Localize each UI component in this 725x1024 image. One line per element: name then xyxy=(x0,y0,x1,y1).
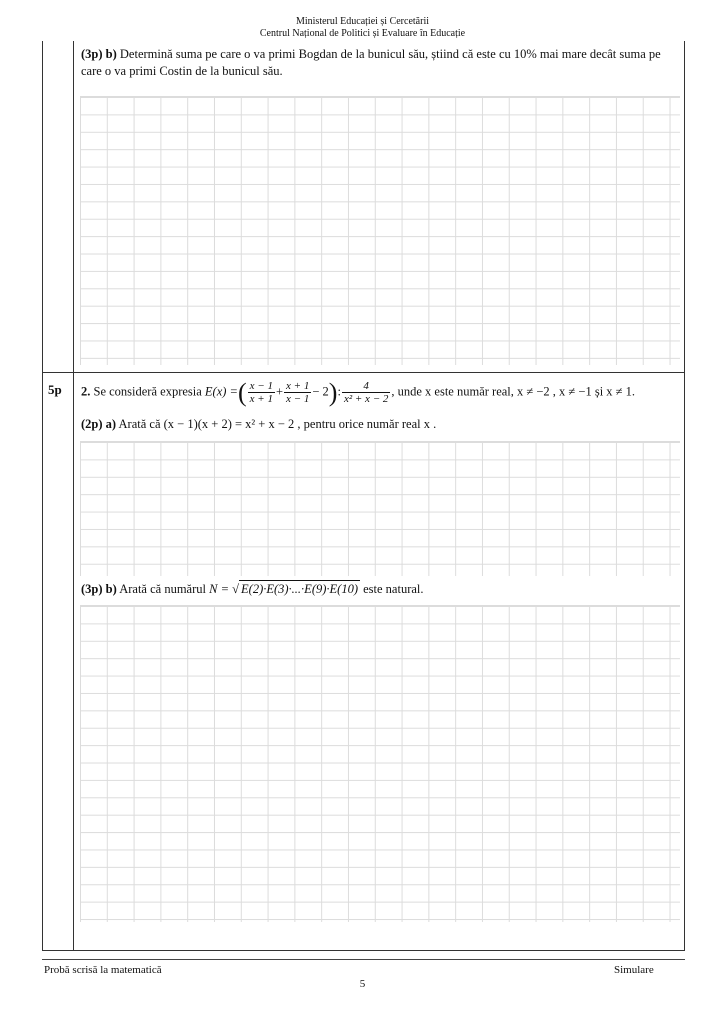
paren-close: ) xyxy=(328,378,338,407)
problem-2-number: 2. xyxy=(81,384,91,399)
fraction-3 xyxy=(342,380,390,405)
paren-open: ( xyxy=(238,378,247,407)
footer-left: Probă scrisă la matematică xyxy=(44,964,162,976)
problem-2-statement: 2. Se consideră expresia E(x) =( $\frac{x - 1}{x + 1}$ + $\frac{x + 1}{x - 1}$ − 2): $\frac{4}{\text{x² + x − 2}}$ , unde x este număr real, x ≠ −2 , x ≠ −1 și x ≠ 1. xyxy=(81,380,681,405)
footer-divider xyxy=(42,959,685,960)
fraction-2-denominator: x − 1 xyxy=(286,393,310,405)
sqrt-radicand: E(2)·E(3)·...·E(9)·E(10) xyxy=(241,582,358,596)
points-column-divider xyxy=(73,41,74,951)
n-lhs: N = xyxy=(209,582,230,596)
problem-2-points: 5p xyxy=(48,382,62,397)
problem-1b-marker: (3p) b) xyxy=(81,47,117,61)
problem-2a-statement xyxy=(81,416,436,433)
problem-2-intro: Se consideră expresia xyxy=(93,384,202,399)
fraction-1-denominator: x + 1 xyxy=(249,393,273,405)
answer-grid-2a xyxy=(80,441,680,576)
division-colon: : xyxy=(337,384,341,399)
fraction-3-denominator: x² + x − 2 xyxy=(343,393,389,405)
fraction-2 xyxy=(284,380,311,405)
problem-1b-statement xyxy=(81,46,681,80)
page-number: 5 xyxy=(359,978,366,990)
fraction-1-numerator: x − 1 xyxy=(249,380,273,392)
fraction-2-numerator: x + 1 xyxy=(286,380,310,392)
problem-row-divider xyxy=(42,372,685,373)
problem-2b-post: este natural. xyxy=(363,582,424,596)
fraction-3-numerator: 4 xyxy=(342,380,390,393)
expression-lhs: E(x) = xyxy=(204,384,238,399)
answer-grid-1b xyxy=(80,96,680,365)
footer-right: Simulare xyxy=(614,964,654,976)
domain-condition: , unde x este număr real, x ≠ −2 , x ≠ −1 și x ≠ 1. xyxy=(391,384,636,399)
sqrt-sign: √ xyxy=(232,582,240,596)
problem-2b-statement xyxy=(81,580,424,598)
answer-grid-2b xyxy=(80,605,680,922)
problem-1b-text: Determină suma pe care o va primi Bogdan de la bunicul său, știind că este cu 10% mai mare decât suma pe care o va primi Costin de la bunicul său. xyxy=(81,47,661,78)
fraction-1 xyxy=(248,380,275,405)
problem-2b-pre: Arată că numărul xyxy=(119,582,206,596)
header-ministry: Ministerul Educației și Cercetării xyxy=(295,16,429,27)
problem-2a-text: Arată că (x − 1)(x + 2) = x² + x − 2 , pentru orice număr real x . xyxy=(118,417,437,431)
problem-2b-marker: (3p) b) xyxy=(81,582,117,596)
problem-2a-marker: (2p) a) xyxy=(81,417,117,431)
minus-two: − 2 xyxy=(312,384,329,399)
header-center: Centrul Național de Politici și Evaluare în Educație xyxy=(259,28,466,39)
